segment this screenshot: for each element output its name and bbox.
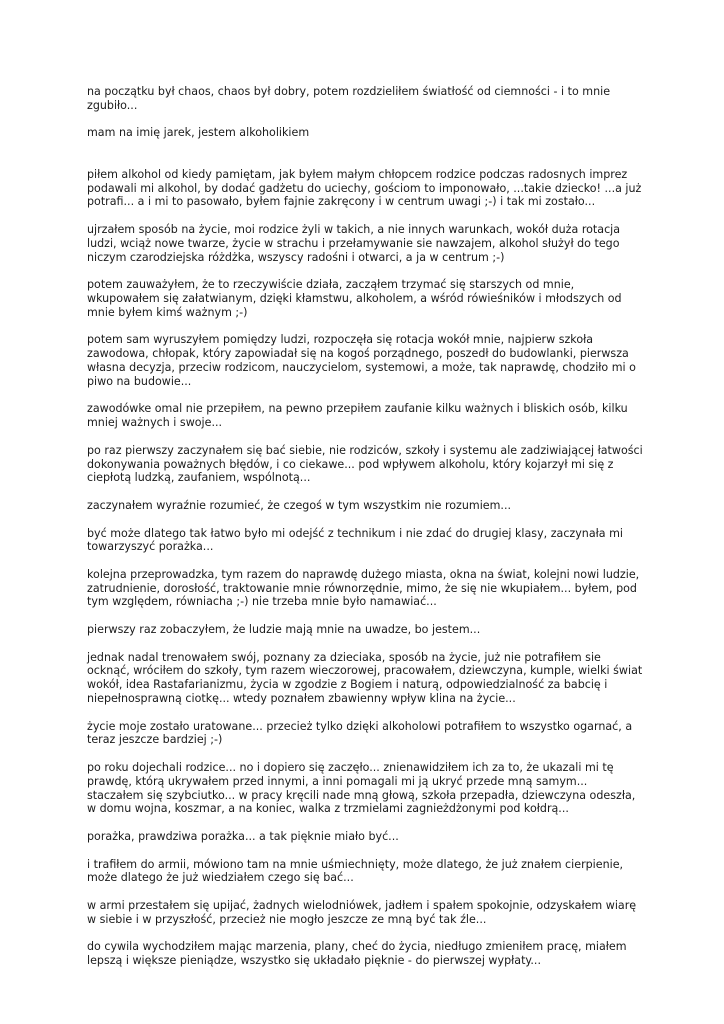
paragraph: po roku dojechali rodzice... no i dopiero się zaczęło... znienawidziłem ich za to, że ukazali mi tę prawdę, którą ukrywałem przed innymi, a inni pomagali mi ją ukryć przede mną samym... staczałem się szybciutko... w pracy kręcili nade mną głową, szkoła przepadła, dziewczyna odeszła, w domu wojna, koszmar, a na koniec, walka z trzmielami zagnieżdżonymi pod kołdrą...	[87, 761, 636, 816]
paragraph: kolejna przeprowadzka, tym razem do naprawdę dużego miasta, okna na świat, kolejni nowi ludzie, zatrudnienie, dorosłość, traktowanie mnie równorzędnie, mimo, że się nie wkupiałem... byłem, pod tym względem, równiacha ;-) nie trzeba mnie było namawiać...	[87, 567, 640, 609]
paragraph: życie moje zostało uratowane... przecież tylko dzięki alkoholowi potrafiłem to wszystko ogarnać, a teraz jeszcze bardziej ;-)	[87, 719, 633, 747]
paragraph: w armi przestałem się upijać, żadnych wielodniówek, jadłem i spałem spokojnie, odzyskałem wiarę w siebie i w przyszłość, przecież nie mogło jeszcze ze mną być tak źle...	[87, 899, 637, 926]
paragraph: ujrzałem sposób na życie, moi rodzice żyli w takich, a nie innych warunkach, wokół duża rotacja ludzi, wciąż nowe twarze, życie w strachu i przełamywanie sie nawzajem, alkohol służył do tego niczym czarodziejska różdżka, wszyscy radośni i otwarci, a ja w centrum ;-)	[87, 222, 621, 264]
paragraph: pierwszy raz zobaczyłem, że ludzie mają mnie na uwadze, bo jestem...	[87, 623, 481, 637]
paragraph: być może dlatego tak łatwo było mi odejść z technikum i nie zdać do drugiej klasy, zaczynała mi towarzyszyć porażka...	[87, 526, 624, 554]
paragraph: porażka, prawdziwa porażka... a tak pięknie miało być...	[87, 830, 399, 844]
paragraph-name: mam na imię jarek, jestem alkoholikiem	[87, 126, 310, 140]
paragraph: zaczynałem wyraźnie rozumieć, że czegoś w tym wszystkim nie rozumiem...	[87, 498, 511, 512]
paragraph: i trafiłem do armii, mówiono tam na mnie uśmiechnięty, może dlatego, że już znałem cierpienie, może dlatego że już wiedziałem czego się bać...	[87, 857, 624, 885]
document-body	[87, 85, 647, 982]
paragraph: potem sam wyruszyłem pomiędzy ludzi, rozpoczęła się rotacja wokół mnie, najpierw szkoła zawodowa, chłopak, który zapowiadał się na kogoś porządnego, poszedł do budowlanki, pierwsza własna decyzja, przeciw rodzicom, nauczycielom, systemowi, a może, tak naprawdę, chodziło mi o piwo na budowie...	[87, 333, 636, 388]
paragraph: do cywila wychodziłem mając marzenia, plany, cheć do życia, niedługo zmieniłem pracę, miałem lepszą i większe pieniądze, wszystko się układało pięknie - do pierwszej wypłaty...	[87, 940, 627, 968]
paragraph-intro: na początku był chaos, chaos był dobry, potem rozdzieliłem światłość od ciemności - i to mnie zgubiło...	[87, 85, 611, 112]
paragraph: po raz pierwszy zaczynałem się bać siebie, nie rodziców, szkoły i systemu ale zadziwiającej łatwości dokonywania poważnych błędów, i co ciekawe... pod wpływem alkoholu, który kojarzył mi się z ciepłotą ludzką, zaufaniem, wspólnotą...	[87, 443, 643, 485]
paragraph: jednak nadal trenowałem swój, poznany za dzieciaka, sposób na życie, już nie potrafiłem sie ocknąć, wróciłem do szkoły, tym razem wieczorowej, pracowałem, dziewczyna, kumple, wielki świat wokół, idea Rastafarianizmu, życia w zgodzie z Bogiem i naturą, odpowiedzialność za babcię i niepełnosprawną ciotkę... wtedy poznałem zbawienny wpływ klina na życie...	[87, 650, 643, 706]
paragraph: potem zauważyłem, że to rzeczywiście działa, zacząłem trzymać się starszych od mnie, wkupowałem się załatwianym, dzięki kłamstwu, alkoholem, a wśród rówieśników i młodszych od mnie byłem kimś ważnym ;-)	[87, 278, 622, 319]
paragraph: piłem alkohol od kiedy pamiętam, jak byłem małym chłopcem rodzice podczas radosnych imprez podawali mi alkohol, by dodać gadżetu do uciechy, gościom to imponowało, ...takie dziecko! ...a już potrafi... a i mi to pasowało, byłem fajnie zakręcony i w centrum uwagi ;-) i tak mi zostało...	[87, 167, 642, 209]
paragraph: zawodówke omal nie przepiłem, na pewno przepiłem zaufanie kilku ważnych i bliskich osób, kilku mniej ważnych i swoje...	[87, 402, 628, 430]
